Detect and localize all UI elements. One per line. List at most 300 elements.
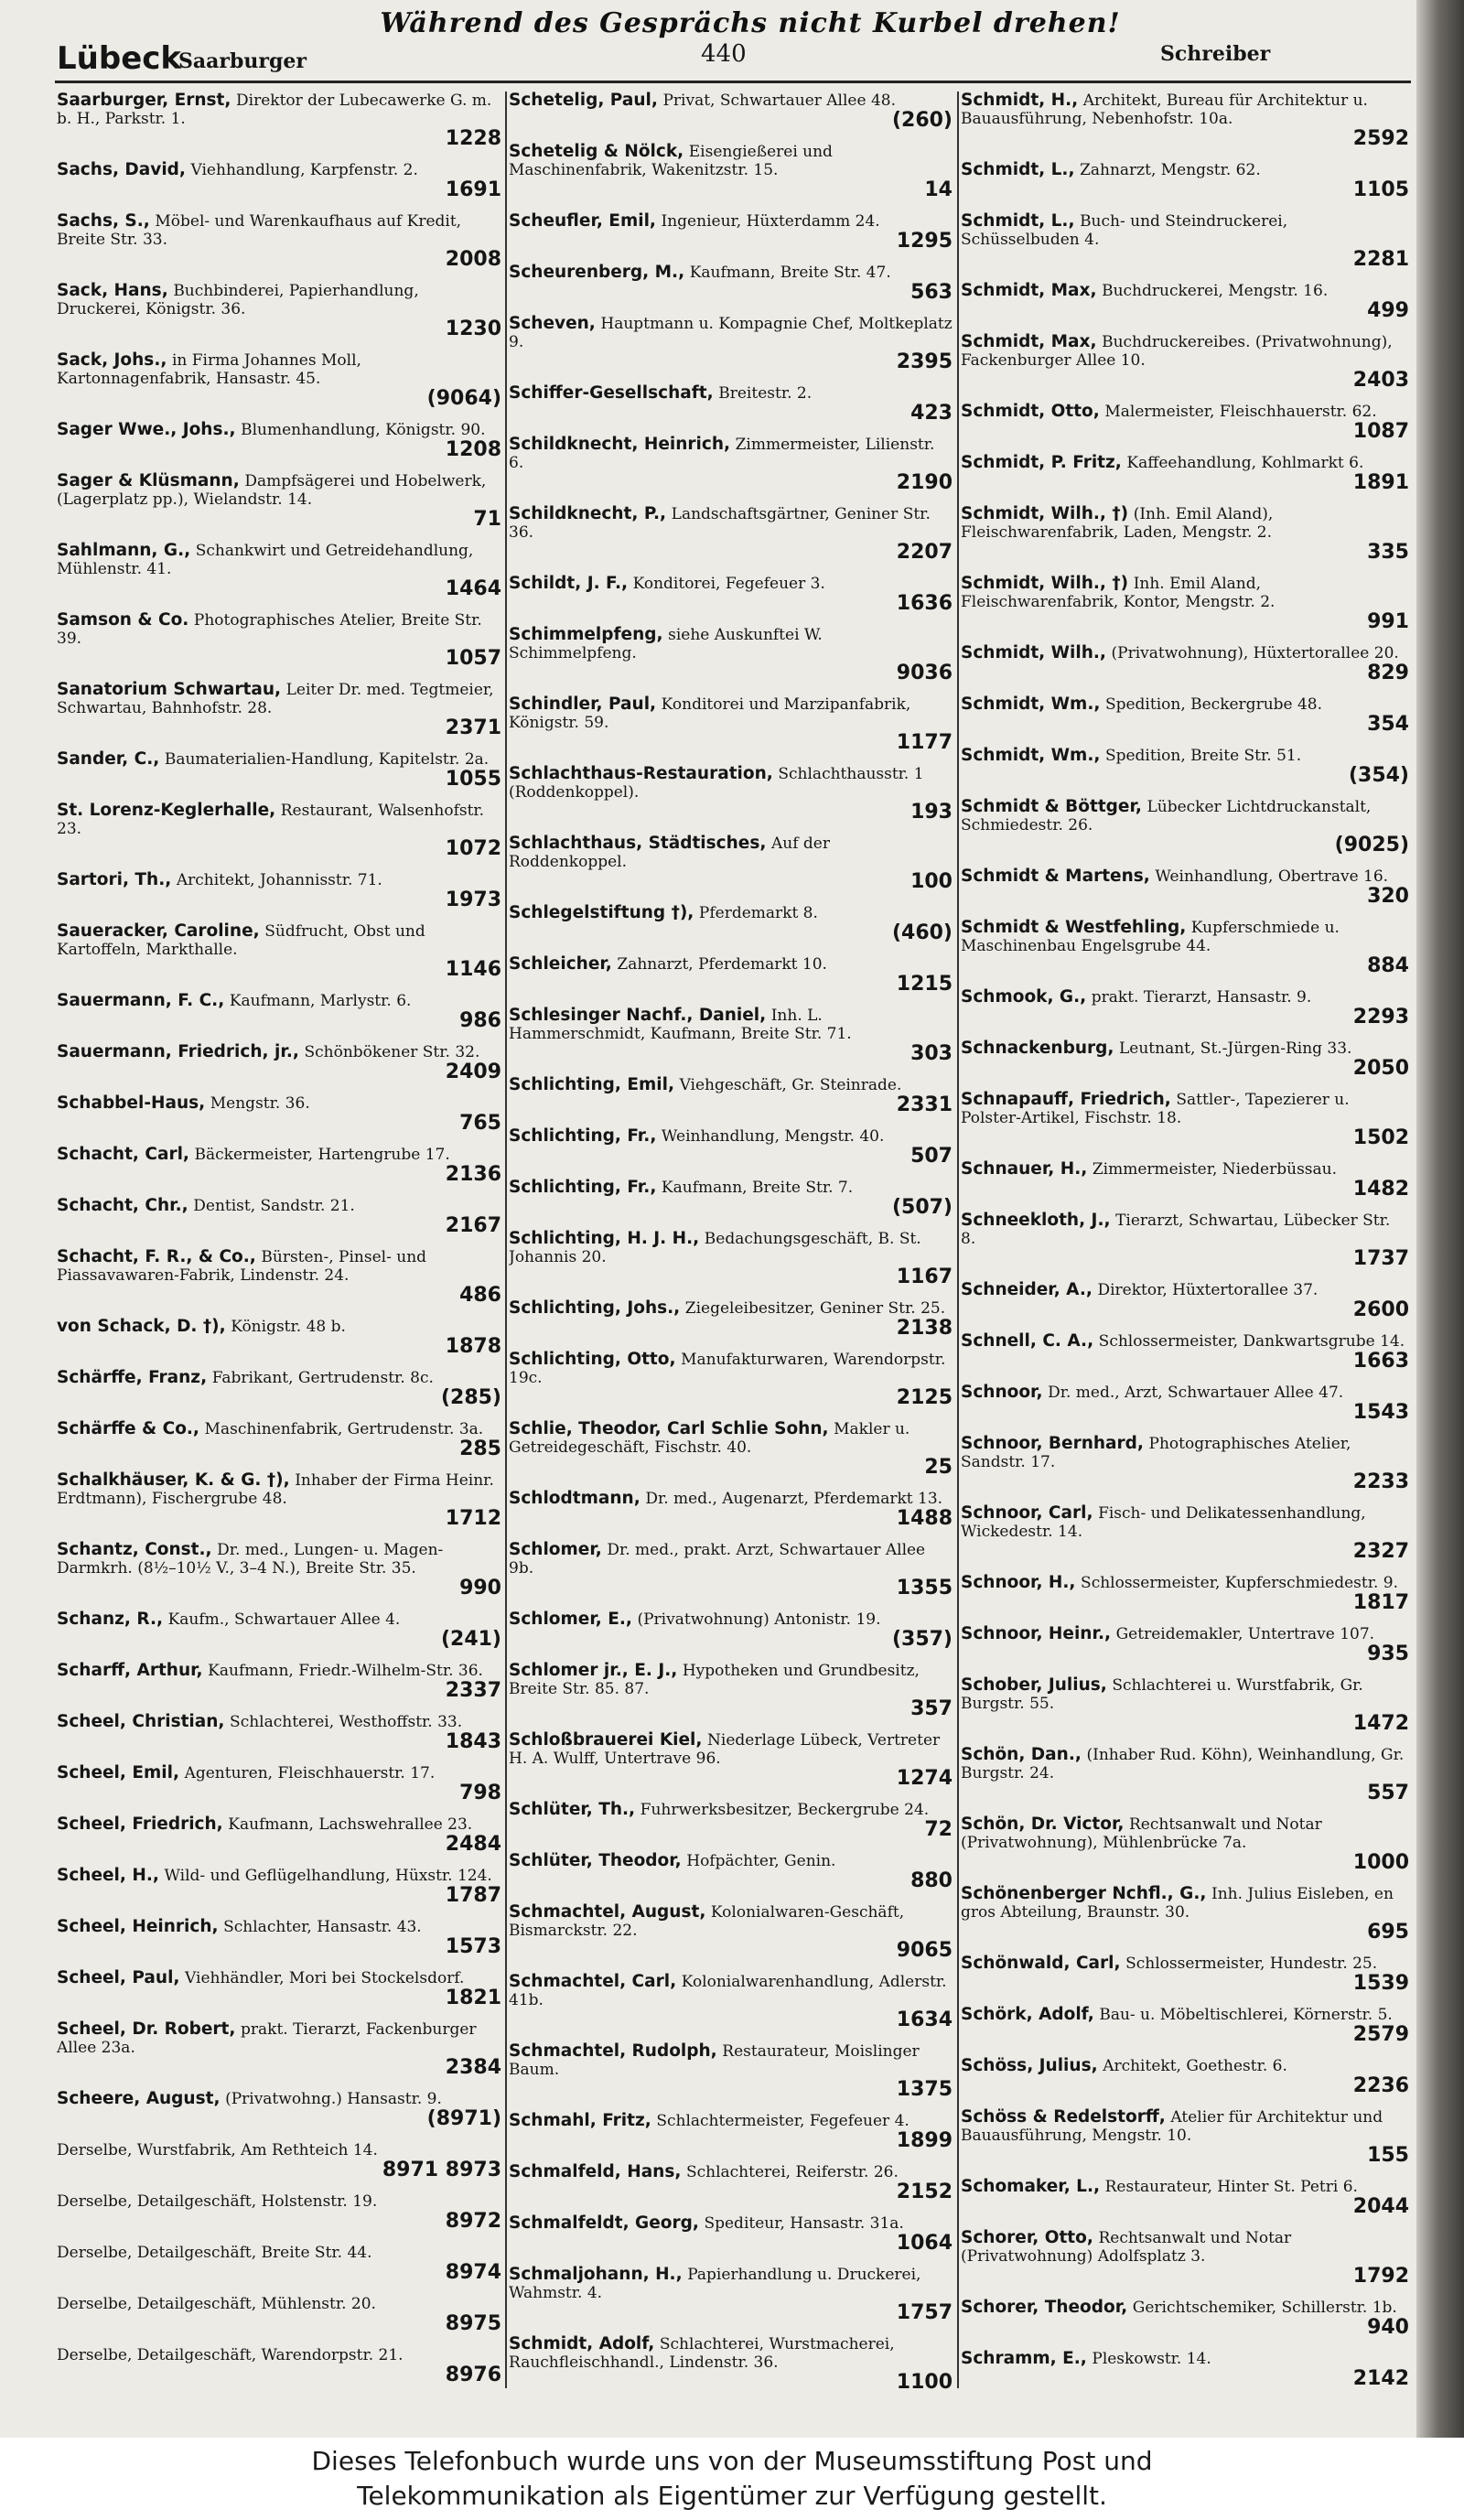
entry-phone-number: 1899	[896, 2129, 953, 2152]
entry-name: Schmidt, L.,	[961, 160, 1075, 179]
entry-phone-number: 1215	[896, 973, 953, 996]
entry-name: Schmalfeldt, Georg,	[509, 2213, 699, 2233]
directory-entry	[57, 1969, 503, 2008]
entry-details: Rechtsanwalt und Notar (Privatwohnung) Adolfsplatz 3.	[961, 2229, 1292, 2266]
header-rule	[55, 81, 1411, 83]
entry-phone-number: 2167	[445, 1214, 501, 1237]
entry-phone-number: 8971 8973	[382, 2159, 501, 2181]
book-binding-edge	[1416, 0, 1464, 2438]
entry-details: Spediteur, Hansastr. 31a.	[704, 2214, 904, 2233]
entry-details: Zimmermeister, Lilienstr. 6.	[509, 436, 935, 472]
directory-entry	[509, 1610, 954, 1650]
entry-details: Schankwirt und Getreidehandlung, Mühlenstr. 41.	[57, 542, 474, 578]
entry-name: Scheufler, Emil,	[509, 211, 656, 231]
entry-details: (Privatwohnung) Antonistr. 19.	[637, 1610, 881, 1629]
entry-details: Bedachungsgeschäft, B. St. Johannis 20.	[509, 1230, 921, 1266]
directory-entry	[57, 2192, 503, 2232]
first-entry-guide-word: Saarburger	[178, 49, 307, 73]
entry-phone-number: 2337	[445, 1679, 501, 1702]
entry-name: Schlegelstiftung †),	[509, 903, 694, 922]
directory-entry	[57, 992, 503, 1031]
directory-entry	[57, 421, 503, 460]
entry-phone-number: 155	[1367, 2144, 1409, 2167]
entry-name: von Schack, D. †),	[57, 1317, 226, 1336]
entry-details: Blumenhandlung, Königstr. 90.	[241, 421, 486, 439]
entry-details: (Privatwohnung), Hüxtertorallee 20.	[1111, 644, 1399, 662]
entry-details: siehe Auskunftei W. Schimmelpfeng.	[509, 626, 823, 662]
directory-entry	[961, 798, 1411, 856]
entry-phone-number: 1821	[445, 1987, 501, 2009]
directory-entry	[57, 2346, 503, 2385]
entry-phone-number: 354	[1367, 713, 1409, 736]
entry-name: Schlachthaus, Städtisches,	[509, 834, 767, 853]
entry-details: Bäckermeister, Hartengrube 17.	[194, 1146, 450, 1164]
entry-details: Architekt, Goethestr. 6.	[1103, 2057, 1287, 2075]
directory-entry	[57, 1248, 503, 1306]
entry-phone-number: 1737	[1352, 1247, 1409, 1270]
entry-phone-number: 2138	[896, 1317, 953, 1340]
entry-name: Schmidt, Wm.,	[961, 746, 1101, 765]
entry-phone-number: 72	[924, 1818, 953, 1841]
entry-details: Derselbe, Detailgeschäft, Breite Str. 44.	[57, 2244, 372, 2262]
directory-entry	[961, 1625, 1411, 1664]
directory-entry	[57, 611, 503, 669]
entry-name: Schnapauff, Friedrich,	[961, 1090, 1171, 1109]
directory-entry	[57, 1610, 503, 1650]
directory-entry	[961, 1091, 1411, 1148]
directory-entry	[509, 1127, 954, 1167]
entry-phone-number: 1891	[1352, 471, 1409, 494]
entry-phone-number: 8975	[445, 2312, 501, 2335]
entry-phone-number: 1072	[445, 837, 501, 860]
entry-name: Scheel, H.,	[57, 1866, 159, 1885]
entry-phone-number: 1878	[445, 1335, 501, 1358]
directory-entry	[57, 2141, 503, 2181]
directory-entry	[509, 1490, 954, 1529]
entry-name: Schöss & Redelstorff,	[961, 2107, 1166, 2127]
last-entry-guide-word: Schreiber	[1160, 42, 1271, 66]
entry-phone-number: (460)	[891, 921, 953, 944]
directory-entry	[57, 2244, 503, 2283]
entry-phone-number: 798	[459, 1782, 501, 1804]
entry-details: Viehhändler, Mori bei Stockelsdorf.	[185, 1969, 465, 1987]
entry-name: Schönwald, Carl,	[961, 1954, 1121, 1973]
directory-entry	[57, 351, 503, 409]
entry-details: Spedition, Beckergrube 48.	[1104, 695, 1323, 714]
entry-details: Inh. Emil Aland, Fleischwarenfabrik, Kontor, Mengstr. 2.	[961, 575, 1276, 611]
entry-name: Schorer, Theodor,	[961, 2298, 1128, 2317]
entry-phone-number: 320	[1367, 885, 1409, 908]
entry-phone-number: 2293	[1352, 1006, 1409, 1028]
entry-phone-number: 335	[1367, 541, 1409, 564]
entry-name: Schacht, Chr.,	[57, 1196, 188, 1215]
entry-details: Malermeister, Fleischhauerstr. 62.	[1104, 403, 1377, 421]
entry-name: Schmidt, Max,	[961, 281, 1097, 300]
city-heading: Lübeck	[57, 40, 182, 77]
entry-details: Dampfsägerei und Hobelwerk, (Lagerplatz pp.), Wielandstr. 14.	[57, 472, 487, 509]
entry-name: Schärffe & Co.,	[57, 1419, 199, 1438]
directory-entry	[961, 1435, 1411, 1492]
entry-phone-number: 100	[910, 870, 953, 893]
entry-details: Photographisches Atelier, Sandstr. 17.	[961, 1435, 1351, 1471]
directory-entry	[961, 333, 1411, 391]
entry-name: Schmachtel, Rudolph,	[509, 2041, 717, 2061]
entry-details: Agenturen, Fleischhauerstr. 17.	[184, 1764, 436, 1782]
entry-phone-number: 423	[910, 402, 953, 425]
entry-phone-number: 1539	[1352, 1972, 1409, 1995]
entry-details: Dr. med., Lungen- u. Magen-Darmkrh. (8½–10½ V., 3–4 N.), Breite Str. 35.	[57, 1541, 444, 1578]
directory-entry	[57, 1146, 503, 1185]
entry-name: Schlomer,	[509, 1540, 602, 1559]
directory-entry	[57, 1918, 503, 1957]
entry-name: Sauermann, F. C.,	[57, 991, 225, 1010]
entry-name: Schildknecht, P.,	[509, 504, 667, 523]
directory-entry	[57, 1662, 503, 1701]
entry-phone-number: 2592	[1352, 127, 1409, 150]
entry-phone-number: 1064	[896, 2232, 953, 2255]
entry-details: Spedition, Breite Str. 51.	[1104, 747, 1302, 765]
entry-details: Buchdruckereibes. (Privatwohnung), Fackenburger Allee 10.	[961, 333, 1393, 370]
entry-details: Leiter Dr. med. Tegtmeier, Schwartau, Bahnhofstr. 28.	[57, 681, 494, 717]
directory-entry	[57, 2295, 503, 2334]
entry-phone-number: 507	[910, 1145, 953, 1168]
entry-details: Eisengießerei und Maschinenfabrik, Wakenitzstr. 15.	[509, 143, 833, 179]
entry-phone-number: 1464	[445, 577, 501, 600]
entry-phone-number: 1057	[445, 647, 501, 670]
entry-details: Inhaber der Firma Heinr. Erdtmann), Fischergrube 48.	[57, 1471, 494, 1508]
entry-name: Schetelig, Paul,	[509, 92, 658, 110]
directory-entry	[961, 1746, 1411, 1804]
entry-details: Ingenieur, Hüxterdamm 24.	[661, 212, 880, 231]
entry-details: Wild- und Geflügelhandlung, Hüxstr. 124.	[164, 1867, 492, 1885]
entry-name: Saarburger, Ernst,	[57, 92, 231, 110]
directory-entry	[509, 955, 954, 995]
directory-entry	[57, 1043, 503, 1082]
directory-column-3	[961, 92, 1411, 2397]
directory-entry	[509, 1007, 954, 1064]
entry-phone-number: 1208	[445, 438, 501, 461]
directory-entry	[57, 161, 503, 200]
entry-details: Gerichtschemiker, Schillerstr. 1b.	[1132, 2299, 1397, 2317]
entry-details: Schlossermeister, Hundestr. 25.	[1125, 1955, 1378, 1973]
entry-name: Schalkhäuser, K. & G. †),	[57, 1470, 290, 1490]
directory-entry	[57, 542, 503, 599]
entry-phone-number: 1573	[445, 1935, 501, 1958]
entry-phone-number: 2236	[1352, 2074, 1409, 2097]
directory-entry	[509, 143, 954, 200]
entry-phone-number: 1691	[445, 178, 501, 201]
entry-name: Schlichting, Emil,	[509, 1075, 674, 1094]
entry-details: Inh. L. Hammerschmidt, Kaufmann, Breite Str. 71.	[509, 1007, 852, 1043]
directory-entry	[961, 919, 1411, 976]
entry-details: Konditorei, Fegefeuer 3.	[632, 575, 825, 593]
entry-phone-number: 2371	[445, 716, 501, 739]
entry-details: Fabrikant, Gertrudenstr. 8c.	[211, 1369, 434, 1387]
entry-details: Derselbe, Wurstfabrik, Am Rethteich 14.	[57, 2141, 378, 2159]
entry-name: Schöss, Julius,	[961, 2056, 1098, 2075]
directory-entry	[961, 1384, 1411, 1423]
directory-entry	[509, 1801, 954, 1840]
entry-name: Sachs, David,	[57, 160, 186, 179]
entry-details: prakt. Tierarzt, Fackenburger Allee 23a.	[57, 2020, 477, 2057]
directory-entry	[57, 922, 503, 980]
directory-entry	[57, 472, 503, 530]
entry-name: Schleicher,	[509, 954, 612, 974]
entry-phone-number: 2331	[896, 1093, 953, 1116]
directory-entry	[57, 1541, 503, 1599]
entry-phone-number: 9036	[896, 662, 953, 684]
directory-entry	[509, 835, 954, 892]
entry-phone-number: 357	[910, 1697, 953, 1720]
entry-name: Schnell, C. A.,	[961, 1331, 1094, 1351]
directory-entry	[509, 1731, 954, 1789]
directory-entry	[961, 1039, 1411, 1079]
directory-entry	[961, 2178, 1411, 2217]
entry-name: Scheel, Dr. Robert,	[57, 2019, 236, 2039]
directory-entry	[961, 988, 1411, 1028]
entry-name: Schorer, Otto,	[961, 2228, 1093, 2247]
entry-name: Schmidt, Wilh.,	[961, 643, 1106, 662]
entry-name: Schlüter, Theodor,	[509, 1851, 682, 1870]
entry-details: Konditorei und Marzipanfabrik, Königstr. 59.	[509, 695, 911, 732]
entry-name: Schlichting, Otto,	[509, 1350, 676, 1369]
entry-phone-number: (260)	[891, 109, 953, 132]
directory-entry	[509, 1230, 954, 1287]
entry-name: Schön, Dr. Victor,	[961, 1815, 1125, 1834]
entry-name: Schnoor, Heinr.,	[961, 1624, 1112, 1643]
entry-name: Schacht, Carl,	[57, 1145, 189, 1164]
entry-details: Restaurateur, Moislinger Baum.	[509, 2042, 920, 2079]
entry-phone-number: 8974	[445, 2261, 501, 2284]
entry-details: Schlachter, Hansastr. 43.	[223, 1918, 422, 1936]
entry-name: Schanz, R.,	[57, 1610, 163, 1629]
directory-entry	[961, 747, 1411, 786]
entry-details: Fuhrwerksbesitzer, Beckergrube 24.	[640, 1801, 930, 1819]
entry-details: Derselbe, Detailgeschäft, Mühlenstr. 20.	[57, 2295, 376, 2313]
entry-name: Schmalfeld, Hans,	[509, 2162, 682, 2181]
entry-details: Maschinenfabrik, Gertrudenstr. 3a.	[204, 1420, 484, 1438]
directory-entry	[509, 2214, 954, 2254]
entry-details: Restaurant, Walsenhofstr. 23.	[57, 802, 485, 838]
entry-details: Bürsten-, Pinsel- und Piassavawaren-Fabrik, Lindenstr. 24.	[57, 1248, 427, 1285]
entry-name: Sander, C.,	[57, 749, 160, 769]
entry-details: Getreidemakler, Untertrave 107.	[1115, 1625, 1375, 1643]
directory-entry	[509, 1179, 954, 1218]
entry-name: Sack, Hans,	[57, 281, 168, 300]
entry-name: Schlüter, Th.,	[509, 1800, 636, 1819]
entry-details: Buch- und Steindruckerei, Schüsselbuden 4.	[961, 212, 1288, 249]
entry-details: Südfrucht, Obst und Kartoffeln, Markthalle.	[57, 922, 425, 959]
directory-entry	[57, 282, 503, 339]
entry-name: Scheel, Christian,	[57, 1712, 225, 1731]
entry-phone-number: 285	[459, 1438, 501, 1460]
directory-entry	[509, 1541, 954, 1599]
directory-entry	[961, 695, 1411, 735]
entry-details: Atelier für Architektur und Bauausführung, Mengstr. 10.	[961, 2108, 1383, 2145]
entry-phone-number: 2403	[1352, 369, 1409, 392]
entry-phone-number: (9064)	[426, 387, 501, 410]
directory-entry	[509, 2266, 954, 2323]
directory-entry	[509, 505, 954, 563]
entry-name: Schlesinger Nachf., Daniel,	[509, 1006, 767, 1025]
entry-phone-number: 880	[910, 1869, 953, 1892]
entry-name: Schmidt, Adolf,	[509, 2334, 655, 2353]
directory-entry	[57, 681, 503, 738]
directory-entry	[509, 1903, 954, 1961]
entry-name: Schmook, G.,	[961, 987, 1087, 1007]
directory-entry	[509, 2042, 954, 2100]
entry-details: (Inhaber Rud. Köhn), Weinhandlung, Gr. Burgstr. 24.	[961, 1746, 1405, 1782]
entry-phone-number: 2384	[445, 2056, 501, 2079]
entry-details: Hypotheken und Grundbesitz, Breite Str. 85. 87.	[509, 1662, 920, 1698]
entry-details: Kaufmann, Breite Str. 47.	[689, 264, 891, 282]
entry-name: Schnackenburg,	[961, 1039, 1114, 1058]
directory-entry	[961, 2229, 1411, 2287]
entry-details: Bau- u. Möbeltischlerei, Körnerstr. 5.	[1099, 2006, 1393, 2024]
ownership-notice	[0, 2438, 1464, 2520]
entry-details: Photographisches Atelier, Breite Str. 39.	[57, 611, 482, 648]
column-divider	[957, 92, 959, 2388]
entry-name: Sanatorium Schwartau,	[57, 680, 282, 699]
entry-phone-number: 2233	[1352, 1470, 1409, 1493]
entry-details: Niederlage Lübeck, Vertreter H. A. Wulff, Untertrave 96.	[509, 1731, 941, 1768]
directory-entry	[57, 212, 503, 270]
entry-details: Mengstr. 36.	[210, 1094, 310, 1113]
entry-details: Kolonialwarenhandlung, Adlerstr. 41b.	[509, 1973, 947, 2009]
entry-phone-number: (285)	[440, 1386, 501, 1409]
entry-details: Viehhandlung, Karpfenstr. 2.	[190, 161, 418, 179]
entry-phone-number: 2579	[1352, 2023, 1409, 2046]
entry-phone-number: 303	[910, 1042, 953, 1065]
entry-name: Schlomer jr., E. J.,	[509, 1661, 678, 1680]
directory-entry	[961, 644, 1411, 684]
entry-details: Baumaterialien-Handlung, Kapitelstr. 2a.	[164, 750, 490, 769]
directory-entry	[509, 1351, 954, 1408]
entry-phone-number: 1973	[445, 888, 501, 911]
entry-details: Direktor der Lubecawerke G. m. b. H., Parkstr. 1.	[57, 92, 492, 128]
directory-entry	[57, 92, 503, 149]
directory-entry	[57, 1815, 503, 1855]
directory-entry	[961, 2350, 1411, 2389]
entry-details: Kaufmann, Marlystr. 6.	[229, 992, 412, 1010]
directory-entry	[509, 1973, 954, 2030]
entry-phone-number: 1663	[1352, 1350, 1409, 1373]
entry-name: Scheere, August,	[57, 2089, 221, 2108]
entry-details: Schlachterei u. Wurstfabrik, Gr. Burgstr. 55.	[961, 1676, 1363, 1713]
entry-details: Hofpächter, Genin.	[686, 1852, 836, 1870]
entry-details: Weinhandlung, Obertrave 16.	[1155, 867, 1389, 886]
directory-entry	[509, 1662, 954, 1719]
entry-name: Schlichting, Johs.,	[509, 1298, 681, 1318]
entry-name: Scheel, Friedrich,	[57, 1815, 223, 1834]
entry-details: Dentist, Sandstr. 21.	[193, 1197, 355, 1215]
entry-name: Schlie, Theodor, Carl Schlie Sohn,	[509, 1419, 829, 1438]
directory-entry	[509, 626, 954, 684]
entry-name: Schildt, J. F.,	[509, 574, 629, 593]
entry-name: Schmachtel, August,	[509, 1902, 706, 1922]
entry-name: Schneider, A.,	[961, 1280, 1093, 1299]
directory-entry	[961, 1332, 1411, 1372]
entry-phone-number: 1000	[1352, 1851, 1409, 1874]
directory-entry	[961, 505, 1411, 563]
entry-name: Sartori, Th.,	[57, 870, 172, 889]
directory-entry	[57, 1471, 503, 1529]
entry-phone-number: 563	[910, 281, 953, 304]
column-divider	[505, 92, 507, 2388]
entry-phone-number: 884	[1367, 954, 1409, 977]
entry-name: Schantz, Const.,	[57, 1540, 212, 1559]
entry-name: Schörk, Adolf,	[961, 2005, 1094, 2024]
entry-name: Schmaljohann, H.,	[509, 2265, 683, 2284]
entry-details: Möbel- und Warenkaufhaus auf Kredit, Breite Str. 33.	[57, 212, 462, 249]
directory-entry	[961, 282, 1411, 321]
entry-details: Tierarzt, Schwartau, Lübecker Str. 8.	[961, 1212, 1391, 1248]
entry-details: Hauptmann u. Kompagnie Chef, Moltkeplatz 9.	[509, 315, 953, 351]
entry-phone-number: 2395	[896, 350, 953, 373]
directory-entry	[57, 750, 503, 790]
entry-phone-number: 8976	[445, 2364, 501, 2386]
directory-entry	[57, 802, 503, 859]
entry-phone-number: 2281	[1352, 248, 1409, 271]
entry-name: Schmidt, H.,	[961, 92, 1079, 110]
directory-entry	[961, 403, 1411, 442]
directory-entry	[961, 1815, 1411, 1873]
entry-name: Schmidt & Böttger,	[961, 797, 1142, 816]
entry-phone-number: 1274	[896, 1767, 953, 1790]
directory-entry	[57, 1369, 503, 1408]
entry-phone-number: 8972	[445, 2210, 501, 2233]
entry-phone-number: 990	[459, 1577, 501, 1599]
entry-phone-number: 1177	[896, 731, 953, 754]
entry-phone-number: (357)	[891, 1628, 953, 1651]
entry-name: Schabbel-Haus,	[57, 1093, 206, 1113]
entry-name: Sack, Johs.,	[57, 350, 167, 370]
entry-details: Kupferschmiede u. Maschinenbau Engelsgrube 44.	[961, 919, 1340, 955]
entry-details: (Privatwohng.) Hansastr. 9.	[225, 2090, 442, 2108]
entry-name: St. Lorenz-Keglerhalle,	[57, 801, 276, 820]
entry-name: Sachs, S.,	[57, 211, 150, 231]
entry-phone-number: 2050	[1352, 1057, 1409, 1080]
entry-details: Buchdruckerei, Mengstr. 16.	[1102, 282, 1329, 300]
entry-details: Schlachterei, Westhoffstr. 33.	[230, 1713, 463, 1731]
directory-entry	[57, 1764, 503, 1804]
entry-phone-number: 557	[1367, 1782, 1409, 1804]
directory-entry	[57, 1094, 503, 1134]
entry-phone-number: 1482	[1352, 1178, 1409, 1201]
entry-details: Kaufm., Schwartauer Allee 4.	[167, 1610, 401, 1629]
entry-name: Sager & Klüsmann,	[57, 471, 240, 490]
entry-phone-number: 829	[1367, 662, 1409, 684]
entry-name: Sahlmann, G.,	[57, 541, 191, 560]
entry-details: Restaurateur, Hinter St. Petri 6.	[1104, 2178, 1358, 2196]
entry-details: Direktor, Hüxtertorallee 37.	[1097, 1281, 1319, 1299]
directory-entry	[509, 384, 954, 424]
entry-details: Schlossermeister, Dankwartsgrube 14.	[1098, 1332, 1405, 1351]
entry-phone-number: 1817	[1352, 1591, 1409, 1614]
entry-name: Schiffer-Gesellschaft,	[509, 383, 714, 403]
entry-details: Schlachtermeister, Fegefeuer 4.	[656, 2112, 910, 2130]
entry-phone-number: 991	[1367, 610, 1409, 633]
entry-name: Schnoor, H.,	[961, 1573, 1076, 1592]
directory-entry	[509, 1076, 954, 1115]
entry-details: Auf der Roddenkoppel.	[509, 835, 830, 871]
directory-entry	[961, 1212, 1411, 1269]
directory-entry	[509, 436, 954, 493]
entry-phone-number: 1228	[445, 127, 501, 150]
entry-name: Schmidt & Martens,	[961, 867, 1150, 886]
entry-details: Manufakturwaren, Warendorpstr. 19c.	[509, 1351, 946, 1387]
entry-name: Scheel, Paul,	[57, 1968, 180, 1987]
